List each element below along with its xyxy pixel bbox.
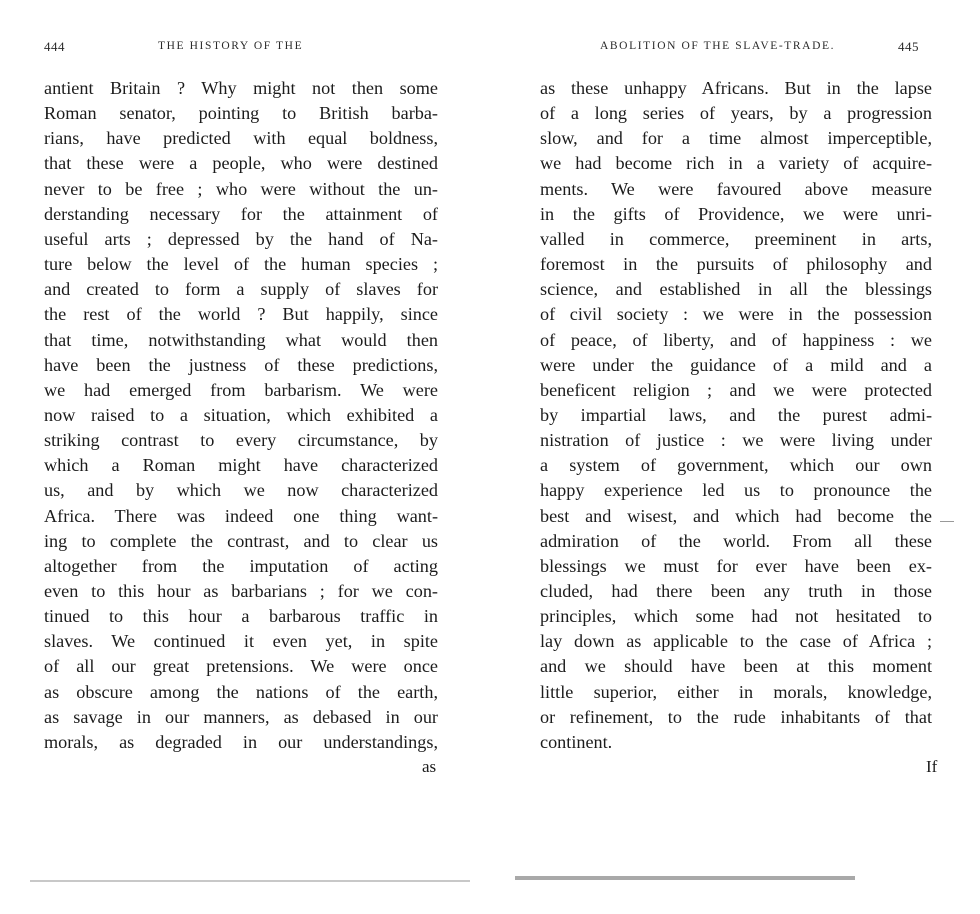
text-line: of civil society : we were in the possession bbox=[540, 304, 932, 325]
text-line: admiration of the world. From all these bbox=[540, 530, 932, 551]
text-line: of all our great pretensions. We were once bbox=[44, 656, 438, 677]
text-line: of peace, of liberty, and of happiness : we bbox=[540, 329, 932, 350]
right-catchword: If bbox=[926, 757, 938, 776]
text-line: and we should have been at this moment bbox=[540, 656, 932, 677]
left-catchword: as bbox=[422, 757, 437, 776]
text-line: that time, notwithstanding what would then bbox=[44, 329, 438, 350]
text-line: rians, have predicted with equal boldness, bbox=[44, 128, 438, 149]
text-line: Roman senator, pointing to British barba- bbox=[44, 103, 438, 124]
bottom-scan-shadow-left bbox=[30, 880, 470, 882]
bottom-scan-shadow-right bbox=[515, 876, 855, 880]
text-line: or refinement, to the rude inhabitants of that bbox=[540, 706, 932, 727]
text-line: of a long series of years, by a progression bbox=[540, 103, 932, 124]
right-page-number: 445 bbox=[898, 39, 919, 54]
text-line: we had emerged from barbarism. We were bbox=[44, 379, 438, 400]
text-line: principles, which some had not hesitated to bbox=[540, 606, 932, 627]
text-line: in the gifts of Providence, we were unri- bbox=[540, 203, 932, 224]
text-line: even to this hour as barbarians ; for we con- bbox=[44, 581, 438, 601]
text-line: striking contrast to every circumstance, by bbox=[44, 430, 438, 451]
text-line: as these unhappy Africans. But in the lapse bbox=[540, 78, 932, 98]
text-line: nistration of justice : we were living under bbox=[540, 430, 932, 451]
text-line: as obscure among the nations of the earth, bbox=[44, 681, 438, 702]
text-line: slaves. We continued it even yet, in spite bbox=[44, 631, 438, 652]
text-line: altogether from the imputation of acting bbox=[44, 555, 438, 576]
text-line: were under the guidance of a mild and a bbox=[540, 354, 932, 375]
text-line: as savage in our manners, as debased in our bbox=[44, 706, 438, 727]
text-line: never to be free ; who were without the un- bbox=[44, 178, 438, 199]
left-page-number: 444 bbox=[44, 39, 65, 54]
text-line: the rest of the world ? But happily, since bbox=[44, 304, 438, 325]
text-line: slow, and for a time almost imperceptible, bbox=[540, 128, 932, 149]
text-line: now raised to a situation, which exhibited a bbox=[44, 404, 438, 425]
text-line: best and wisest, and which had become the bbox=[540, 505, 932, 526]
right-running-head: ABOLITION OF THE SLAVE-TRADE. bbox=[600, 40, 836, 52]
text-line: and created to form a supply of slaves for bbox=[44, 279, 438, 300]
text-line: happy experience led us to pronounce the bbox=[540, 480, 932, 501]
text-line: ture below the level of the human species ; bbox=[44, 254, 438, 275]
left-running-head: THE HISTORY OF THE bbox=[158, 40, 304, 52]
text-line: ments. We were favoured above measure bbox=[540, 178, 932, 199]
text-line: have been the justness of these predictions, bbox=[44, 354, 438, 375]
text-line: antient Britain ? Why might not then some bbox=[44, 78, 438, 98]
margin-mark bbox=[940, 521, 954, 522]
text-line: that these were a people, who were destined bbox=[44, 153, 438, 174]
text-line: a system of government, which our own bbox=[540, 455, 932, 476]
text-line: valled in commerce, preeminent in arts, bbox=[540, 228, 932, 249]
text-line: tinued to this hour a barbarous traffic in bbox=[44, 606, 438, 627]
text-line: science, and established in all the blessings bbox=[540, 279, 932, 300]
text-line: morals, as degraded in our understandings, bbox=[44, 731, 438, 752]
text-line: blessings we must for ever have been ex- bbox=[540, 555, 932, 576]
text-line: foremost in the pursuits of philosophy and bbox=[540, 254, 932, 275]
text-line: derstanding necessary for the attainment of bbox=[44, 203, 438, 224]
text-line: useful arts ; depressed by the hand of Na- bbox=[44, 228, 438, 249]
text-line: Africa. There was indeed one thing want- bbox=[44, 505, 438, 526]
text-line: us, and by which we now characterized bbox=[44, 480, 438, 501]
text-line: lay down as applicable to the case of Africa ; bbox=[540, 631, 932, 652]
text-line: ing to complete the contrast, and to clear us bbox=[44, 530, 438, 551]
text-line: beneficent religion ; and we were protected bbox=[540, 379, 932, 400]
text-line: little superior, either in morals, knowledge, bbox=[540, 681, 932, 702]
text-line: continent. bbox=[540, 731, 613, 752]
text-line: which a Roman might have characterized bbox=[44, 455, 438, 476]
text-line: we had become rich in a variety of acquire- bbox=[540, 153, 932, 174]
text-line: cluded, had there been any truth in those bbox=[540, 581, 932, 601]
text-line: by impartial laws, and the purest admi- bbox=[540, 404, 932, 425]
